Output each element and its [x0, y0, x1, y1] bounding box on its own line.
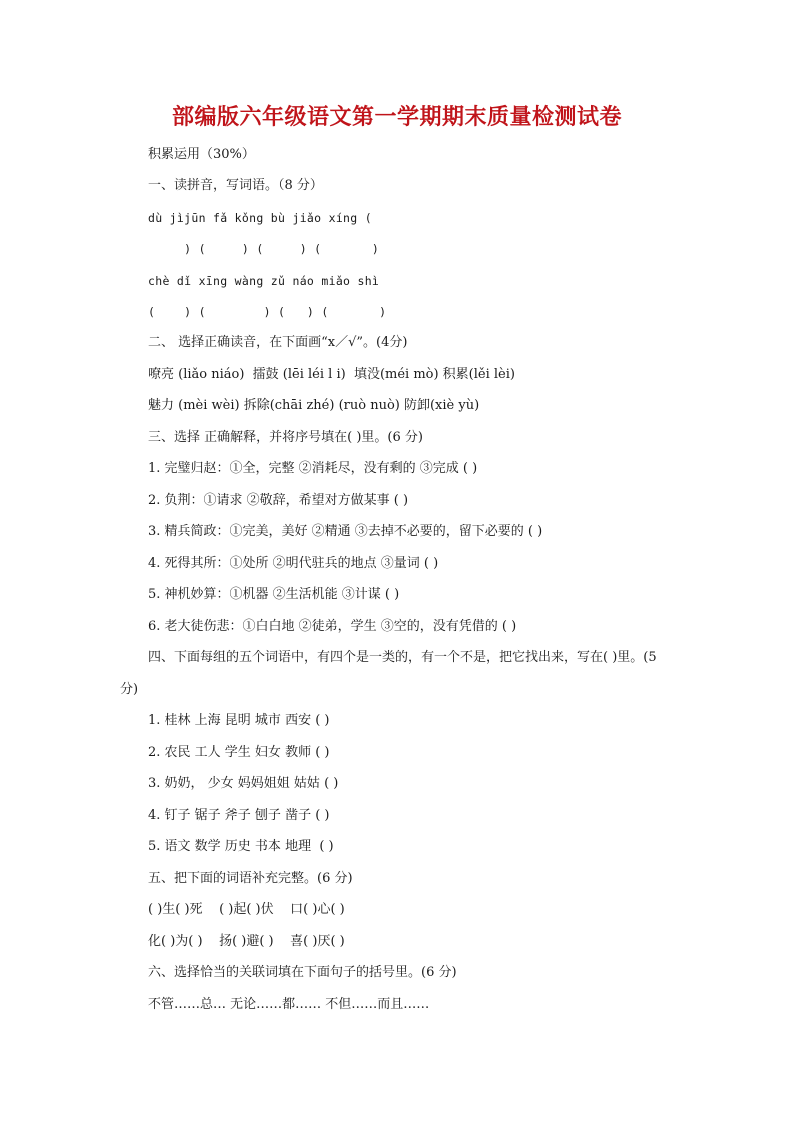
- text-line: ( ) ( ) ( ) ( ): [148, 305, 387, 319]
- text-line: 六、选择恰当的关联词填在下面句子的括号里。(6 分): [148, 965, 457, 980]
- text-line: 四、下面每组的五个词语中，有四个是一类的，有一个不是，把它找出来，写在( )里。(5: [148, 650, 657, 665]
- text-line: 分): [120, 682, 139, 697]
- text-line: 化( )为( ) 扬( )避( ) 喜( )厌( ): [148, 934, 345, 949]
- text-line: 5. 语文 数学 历史 书本 地理 ( ): [148, 839, 334, 854]
- text-line: 2. 负荆：①请求 ②敬辞，希望对方做某事 ( ): [148, 493, 409, 508]
- text-line: 二、 选择正确读音，在下面画“x／√”。(4分): [148, 335, 408, 350]
- text-line: 1. 完璧归赵：①全，完整 ②消耗尽，没有剩的 ③完成 ( ): [148, 461, 478, 476]
- text-line: 积累运用（30%）: [148, 147, 255, 162]
- text-line: 3. 奶奶， 少女 妈妈姐姐 姑姑 ( ): [148, 776, 339, 791]
- text-line: 三、选择 正确解释，并将序号填在( )里。(6 分): [148, 430, 423, 445]
- text-line: 3. 精兵简政：①完美，美好 ②精通 ③去掉不必要的，留下必要的 ( ): [148, 524, 543, 539]
- text-line: ( )生( )死 ( )起( )伏 口( )心( ): [148, 902, 345, 917]
- text-line: 4. 死得其所：①处所 ②明代驻兵的地点 ③量词 ( ): [148, 556, 439, 571]
- text-line: 魅力 (mèi wèi) 拆除(chāi zhé) (ruò nuò) 防卸(xiè yù): [148, 398, 480, 413]
- text-line: 嘹亮 (liǎo niáo) 擂鼓 (lēi léi l i) 填没(méi mò) 积累(lěi lèi): [148, 367, 515, 382]
- document-title: 部编版六年级语文第一学期期末质量检测试卷: [171, 105, 622, 130]
- text-line: dù jìjūn fǎ kǒng bù jiǎo xíng (: [148, 211, 372, 225]
- text-line: 4. 钉子 锯子 斧子 刨子 凿子 ( ): [148, 808, 330, 823]
- text-line: 一、读拼音，写词语。（8 分）: [148, 178, 323, 193]
- text-line: 不管……总… 无论……都…… 不但……而且……: [148, 997, 430, 1012]
- text-line: 五、把下面的词语补充完整。(6 分): [148, 871, 353, 886]
- text-line: chè dǐ xīng wàng zǔ náo miǎo shì: [148, 274, 380, 288]
- text-line: 1. 桂林 上海 昆明 城市 西安 ( ): [148, 713, 330, 728]
- text-line: 5. 神机妙算：①机器 ②生活机能 ③计谋 ( ): [148, 587, 400, 602]
- text-line: 2. 农民 工人 学生 妇女 教师 ( ): [148, 745, 330, 760]
- text-line: ) ( ) ( ) ( ): [148, 242, 380, 256]
- text-line: 6. 老大徒伤悲：①白白地 ②徒弟，学生 ③空的，没有凭借的 ( ): [148, 619, 517, 634]
